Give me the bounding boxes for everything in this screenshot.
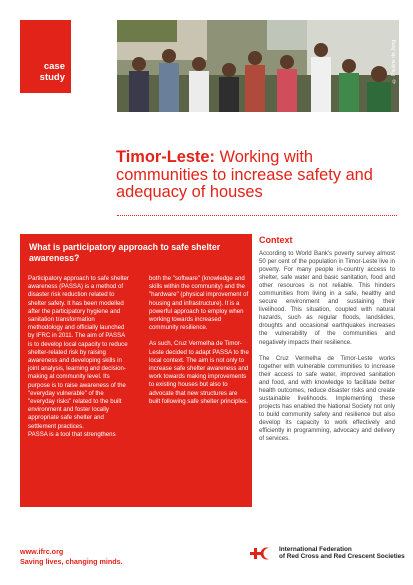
title-country: Timor-Leste: bbox=[116, 148, 215, 166]
ifrc-name bbox=[279, 546, 405, 561]
tagline: Saving lives, changing minds. bbox=[20, 556, 123, 566]
title-subject: Working with communities to increase safety and adequacy of houses bbox=[116, 148, 373, 201]
ifrc-name-line1: International Federation bbox=[279, 546, 352, 553]
passa-paragraph-3: both the "software" (knowledge and skills within the community) and the "hardware" (physical improvement of housing and infrastructure). It is a powerful approach to employ when working towards increased community resilience. bbox=[149, 275, 249, 332]
website-link[interactable]: www.ifrc.org bbox=[20, 547, 64, 556]
passa-column-2 bbox=[149, 275, 250, 406]
case-study-tab bbox=[20, 20, 71, 93]
photo-credit: © Pauline de Jong bbox=[391, 40, 397, 84]
context-paragraph-1: According to World Bank's poverty survey almost 50 per cent of the population in Timor-Leste live in poverty. For many people in-country access to shelter, safe water and basic sanitation, food and other resources is not reliable. This hinders communities from living in a safe, healthy and secure environment and sustaining their livelihood. This situation, coupled with natural hazards, such as regular floods, landslides, droughts and occasional earthquakes increases the vulnerability of the communities and negatively impacts their resilience. bbox=[259, 250, 395, 346]
red-cross-crescent-logo-icon bbox=[250, 547, 276, 560]
cover-photo-illustration bbox=[117, 20, 399, 112]
passa-column-1 bbox=[28, 275, 130, 439]
context-section bbox=[259, 235, 395, 443]
case-label-line2: study bbox=[39, 71, 65, 83]
page-title bbox=[116, 149, 406, 202]
context-heading: Context bbox=[259, 235, 293, 245]
ifrc-branding bbox=[250, 546, 405, 561]
context-paragraph-2: The Cruz Vermelha de Timor-Leste works together with vulnerable communities to increase their access to safe water, improved sanitation and food, and with knowledge to facilitate better health outcomes, reduce disaster risks and create sustainable livelihoods. Implementing these projects has enabled the National Society not only to build community safety and resilience but also develop its capacity to work effectively and efficiently in programming, advocacy and delivery of services. bbox=[259, 354, 395, 443]
passa-paragraph-1: Participatory approach to safe shelter awareness (PASSA) is a method of disaster risk reduction related to shelter safety. It has been modelled after the participatory hygiene and sanitation transformation methodology and officially launched by IFRC in 2011. The aim of PASSA is to develop local capacity to reduce shelter-related risk by raising awareness and developing skills in joint analysis, learning and decision-making at community level. Its purpose is to raise awareness of the "everyday vulnerable" of the "everyday risks" related to the built environment and foster locally appropriate safe shelter and settlement practices. bbox=[28, 275, 129, 430]
passa-heading: What is participatory approach to safe shelter awareness? bbox=[29, 242, 221, 263]
case-study-label bbox=[40, 62, 65, 83]
title-divider bbox=[117, 215, 397, 216]
cover-photo bbox=[117, 20, 399, 112]
case-label-line1: case bbox=[43, 61, 65, 72]
ifrc-name-line2: of Red Cross and Red Crescent Societies bbox=[279, 553, 405, 561]
passa-paragraph-2: PASSA is a tool that strengthens bbox=[28, 430, 116, 438]
footer-left bbox=[20, 547, 123, 566]
passa-info-box bbox=[20, 234, 252, 507]
passa-paragraph-4: As such, Cruz Vermelha de Timor-Leste decided to adapt PASSA to the local context. The aim is not only to increase safe shelter awareness and work towards making improvements to existing houses but also to advocate that new structures are built following safe shelter principles. bbox=[149, 340, 249, 405]
